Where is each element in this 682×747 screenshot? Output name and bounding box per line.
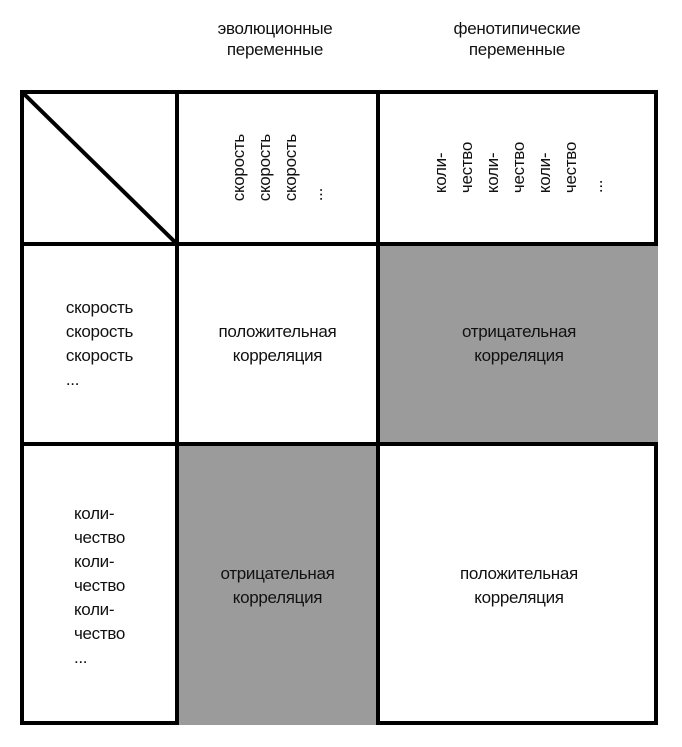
label-line: чество xyxy=(73,527,126,547)
label-line: коли- xyxy=(73,599,115,619)
label-line: чество xyxy=(561,142,580,194)
label-line: ... xyxy=(587,180,606,194)
label-line: скорость xyxy=(65,322,134,341)
cell-text: корреляция xyxy=(232,587,323,607)
label-line: скорость xyxy=(65,298,134,317)
label-line: ... xyxy=(73,647,88,667)
correlation-matrix xyxy=(20,90,658,725)
cell-text: отрицательная xyxy=(461,322,577,341)
header-phenotypic-variables xyxy=(376,18,658,60)
grid-line xyxy=(175,94,179,721)
label-line: чество xyxy=(73,575,126,595)
label-line: ... xyxy=(65,370,80,389)
label-line: скорость xyxy=(228,134,248,202)
label-line: ... xyxy=(306,188,326,202)
grid-line xyxy=(376,94,380,721)
cell-text: положительная xyxy=(460,563,578,583)
corner-diagonal xyxy=(24,94,177,244)
label-line: коли- xyxy=(73,503,115,523)
label-line: чество xyxy=(73,623,126,643)
cell-text: отрицательная xyxy=(220,563,335,583)
cell-text: корреляция xyxy=(474,346,564,365)
column-label-phenotypic xyxy=(380,94,658,242)
label-line: скорость xyxy=(254,134,274,202)
cell-negative-correlation xyxy=(380,246,658,442)
cell-text: корреляция xyxy=(474,587,564,607)
label-line: чество xyxy=(457,142,476,194)
header-line: переменные xyxy=(468,40,566,59)
header-line: фенотипические xyxy=(453,19,581,38)
label-line: скорость xyxy=(280,134,300,202)
header-line: переменные xyxy=(226,40,324,59)
label-line: чество xyxy=(509,142,528,194)
label-line: коли- xyxy=(535,153,554,194)
column-label-evolutionary xyxy=(179,94,376,242)
label-line: скорость xyxy=(65,346,134,365)
row-label-evolutionary xyxy=(24,246,175,442)
cell-text: корреляция xyxy=(232,346,323,365)
label-line: коли- xyxy=(431,153,450,194)
header-line: эволюционные xyxy=(217,19,333,38)
cell-text: положительная xyxy=(218,322,337,341)
cell-positive-correlation xyxy=(380,446,658,725)
grid-line xyxy=(24,242,654,246)
row-label-phenotypic xyxy=(24,446,175,725)
label-line: коли- xyxy=(73,551,115,571)
grid-line xyxy=(24,442,654,446)
cell-positive-correlation xyxy=(179,246,376,442)
header-evolutionary-variables xyxy=(175,18,375,60)
label-line: коли- xyxy=(483,153,502,194)
cell-negative-correlation xyxy=(179,446,376,725)
